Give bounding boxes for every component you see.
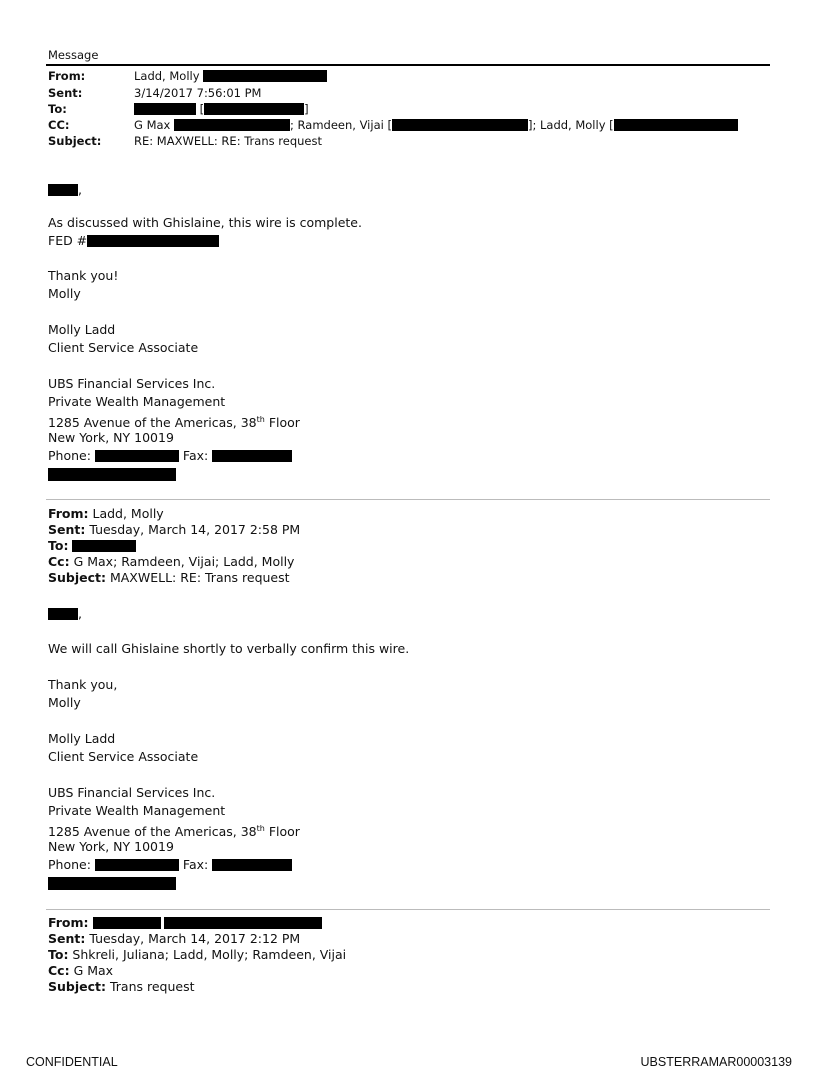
- redaction-block: [203, 70, 327, 82]
- sig-city: New York, NY 10019: [48, 430, 174, 445]
- cc-label: CC:: [48, 118, 70, 132]
- greeting: ,: [48, 605, 82, 623]
- email1-line1: As discussed with Ghislaine, this wire is complete.: [48, 215, 362, 230]
- sig-company: UBS Financial Services Inc.: [48, 785, 216, 800]
- sig-division: Private Wealth Management: [48, 394, 226, 409]
- sig-phone-fax: Phone: Fax:: [48, 447, 292, 465]
- email2-sent: Sent: Tuesday, March 14, 2017 2:58 PM: [48, 522, 301, 537]
- email3-to: To: Shkreli, Juliana; Ladd, Molly; Ramdeen, Vijai: [48, 947, 347, 962]
- email2-body: We will call Ghislaine shortly to verbally confirm this wire.: [48, 641, 410, 656]
- redaction-block: [48, 877, 176, 890]
- fed-line: FED #: [48, 232, 219, 250]
- sig-division: Private Wealth Management: [48, 803, 226, 818]
- subject-label: Subject:: [48, 134, 102, 148]
- sig-address: 1285 Avenue of the Americas, 38th Floor: [48, 824, 300, 839]
- footer-bates-number: UBSTERRAMAR00003139: [640, 1055, 792, 1069]
- redaction-block: [48, 184, 78, 196]
- sig-name: Molly Ladd: [48, 731, 116, 746]
- greeting: ,: [48, 181, 82, 199]
- redaction-block: [93, 917, 161, 929]
- sig-name: Molly Ladd: [48, 322, 116, 337]
- email1-thanks: Thank you!: [48, 268, 119, 283]
- redaction-block: [48, 608, 78, 620]
- header-rule: [46, 64, 770, 66]
- email2-cc: Cc: G Max; Ramdeen, Vijai; Ladd, Molly: [48, 554, 295, 569]
- email3-from: From:: [48, 914, 322, 932]
- redaction-block: [212, 859, 292, 871]
- redaction-block: [212, 450, 292, 462]
- sig-address: 1285 Avenue of the Americas, 38th Floor: [48, 415, 300, 430]
- subject-value: RE: MAXWELL: RE: Trans request: [134, 134, 322, 148]
- email2-to: To:: [48, 537, 136, 555]
- separator: [46, 499, 770, 500]
- email2-thanks: Thank you,: [48, 677, 118, 692]
- sent-label: Sent:: [48, 86, 83, 100]
- email2-subject: Subject: MAXWELL: RE: Trans request: [48, 570, 290, 585]
- redaction-block: [95, 859, 179, 871]
- email3-sent: Sent: Tuesday, March 14, 2017 2:12 PM: [48, 931, 301, 946]
- redaction-block: [87, 235, 219, 247]
- redaction-block: [134, 103, 196, 115]
- redaction-block: [164, 917, 322, 929]
- sent-value: 3/14/2017 7:56:01 PM: [134, 86, 262, 100]
- email1-name: Molly: [48, 286, 81, 301]
- redaction-block: [174, 119, 290, 131]
- redaction-block: [95, 450, 179, 462]
- redaction-block: [204, 103, 304, 115]
- redaction-block: [48, 468, 176, 481]
- sig-company: UBS Financial Services Inc.: [48, 376, 216, 391]
- redaction-block: [392, 119, 528, 131]
- email2-name: Molly: [48, 695, 81, 710]
- sig-phone-fax: Phone: Fax:: [48, 856, 292, 874]
- email2-from: From: Ladd, Molly: [48, 506, 164, 521]
- sig-city: New York, NY 10019: [48, 839, 174, 854]
- from-value: Ladd, Molly: [134, 69, 327, 83]
- redaction-block: [614, 119, 738, 131]
- sig-title: Client Service Associate: [48, 340, 199, 355]
- separator: [46, 909, 770, 910]
- email3-cc: Cc: G Max: [48, 963, 114, 978]
- to-label: To:: [48, 102, 67, 116]
- footer-confidential: CONFIDENTIAL: [26, 1055, 118, 1069]
- cc-value: G Max ; Ramdeen, Vijai [ ]; Ladd, Molly [: [134, 118, 738, 132]
- from-label: From:: [48, 69, 86, 83]
- message-label: Message: [48, 48, 99, 62]
- to-value: [ ]: [134, 102, 309, 116]
- redaction-block: [72, 540, 136, 552]
- sig-title: Client Service Associate: [48, 749, 199, 764]
- email3-subject: Subject: Trans request: [48, 979, 195, 994]
